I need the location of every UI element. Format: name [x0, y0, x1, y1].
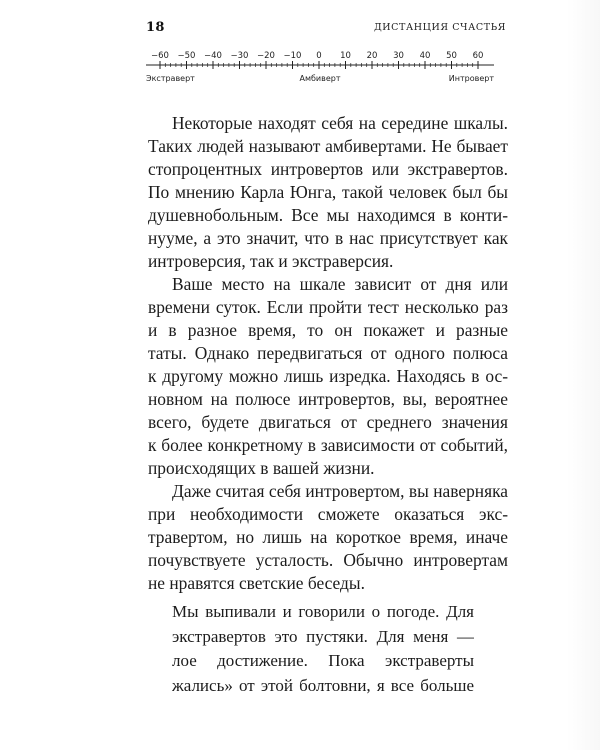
paragraph-1-line-6: нууме, а это значит, что в нас присутствует как: [148, 228, 508, 248]
scale-ticks: [151, 51, 483, 69]
scale-tick-label: 10: [340, 51, 351, 61]
paragraph-3-line-5: не нравятся светские беседы.: [148, 573, 365, 593]
pole-label-ambivert: Амбиверт: [299, 74, 341, 83]
paragraph-3-line-2: при необходимости сможете оказаться экс-: [148, 504, 508, 524]
quote-line-3: лое достижение. Пока экстраверты: [172, 651, 474, 670]
scale-tick-label: 20: [366, 51, 378, 61]
paragraph-2-line-1: Ваше место на шкале зависит от дня или: [172, 274, 508, 294]
scale-tick-label: −40: [204, 51, 222, 61]
paragraph-2-line-5: к другому можно лишь изредка. Находясь в ос-: [148, 366, 508, 386]
paragraph-1-line-1: Некоторые находят себя на середине шкалы.: [172, 113, 508, 133]
running-head: ДИСТАНЦИЯ СЧАСТЬЯ: [373, 22, 506, 33]
paragraph-2-line-7: всего, будете двигаться от среднего значения: [148, 412, 508, 432]
scale-tick-label: −20: [257, 51, 275, 61]
scale-tick-label: −30: [230, 51, 249, 61]
scale-tick-label: −50: [177, 51, 196, 61]
paragraph-1-line-7: интроверсия, так и экстраверсия.: [148, 251, 394, 271]
paragraph-1-line-5: душевнобольным. Все мы находимся в конти-: [148, 205, 508, 225]
body-text: [148, 112, 508, 595]
quote-line-4: жались» от этой болтовни, я все больше: [172, 675, 474, 695]
page-header: [146, 20, 506, 38]
scale-tick-label: 40: [419, 51, 431, 61]
paragraph-3-line-1: Даже считая себя интровертом, вы наверняка: [172, 481, 508, 501]
paragraph-2-line-3: и в разное время, то он покажет и разные: [148, 320, 508, 340]
scale-tick-label: 0: [316, 51, 322, 61]
paragraph-1-line-3: стопроцентных интровертов или экстравертов.: [148, 159, 508, 179]
scale-tick-label: 50: [446, 51, 457, 61]
page-number: 18: [146, 20, 165, 35]
quote-line-2: экстравертов это пустяки. Для меня —: [172, 626, 474, 646]
quote-line-1: Мы выпивали и говорили о погоде. Для: [172, 602, 474, 621]
scale-tick-label: 60: [472, 51, 484, 61]
introversion-scale: [146, 48, 506, 88]
paragraph-3-line-4: почувствуете усталость. Обычно интровертам: [148, 550, 508, 570]
paragraph-3-line-3: травертом, но лишь на короткое время, иначе: [148, 527, 508, 547]
paragraph-1-line-2: Таких людей называют амбивертами. Не бывает: [148, 136, 508, 156]
scale-tick-label: −60: [151, 51, 169, 61]
paragraph-2-line-4: таты. Однако передвигаться от одного полюса: [148, 343, 508, 363]
pole-label-extravert: Экстраверт: [146, 74, 195, 83]
paragraph-2-line-9: происходящих в вашей жизни.: [148, 458, 375, 478]
paragraph-2-line-6: новном на полюсе интровертов, вы, вероятнее: [148, 389, 508, 409]
paragraph-1-line-4: По мнению Карла Юнга, такой человек был бы: [148, 182, 508, 202]
scale-tick-label: 30: [393, 51, 404, 61]
scale-graphic: [146, 48, 506, 88]
scale-tick-label: −10: [283, 51, 302, 61]
pole-label-introvert: Интроверт: [448, 74, 494, 83]
paragraph-2-line-2: времени суток. Если пройти тест несколько раз: [148, 297, 508, 317]
quote-block: [172, 600, 474, 698]
paragraph-2-line-8: к более конкретному в зависимости от событий,: [148, 435, 508, 455]
